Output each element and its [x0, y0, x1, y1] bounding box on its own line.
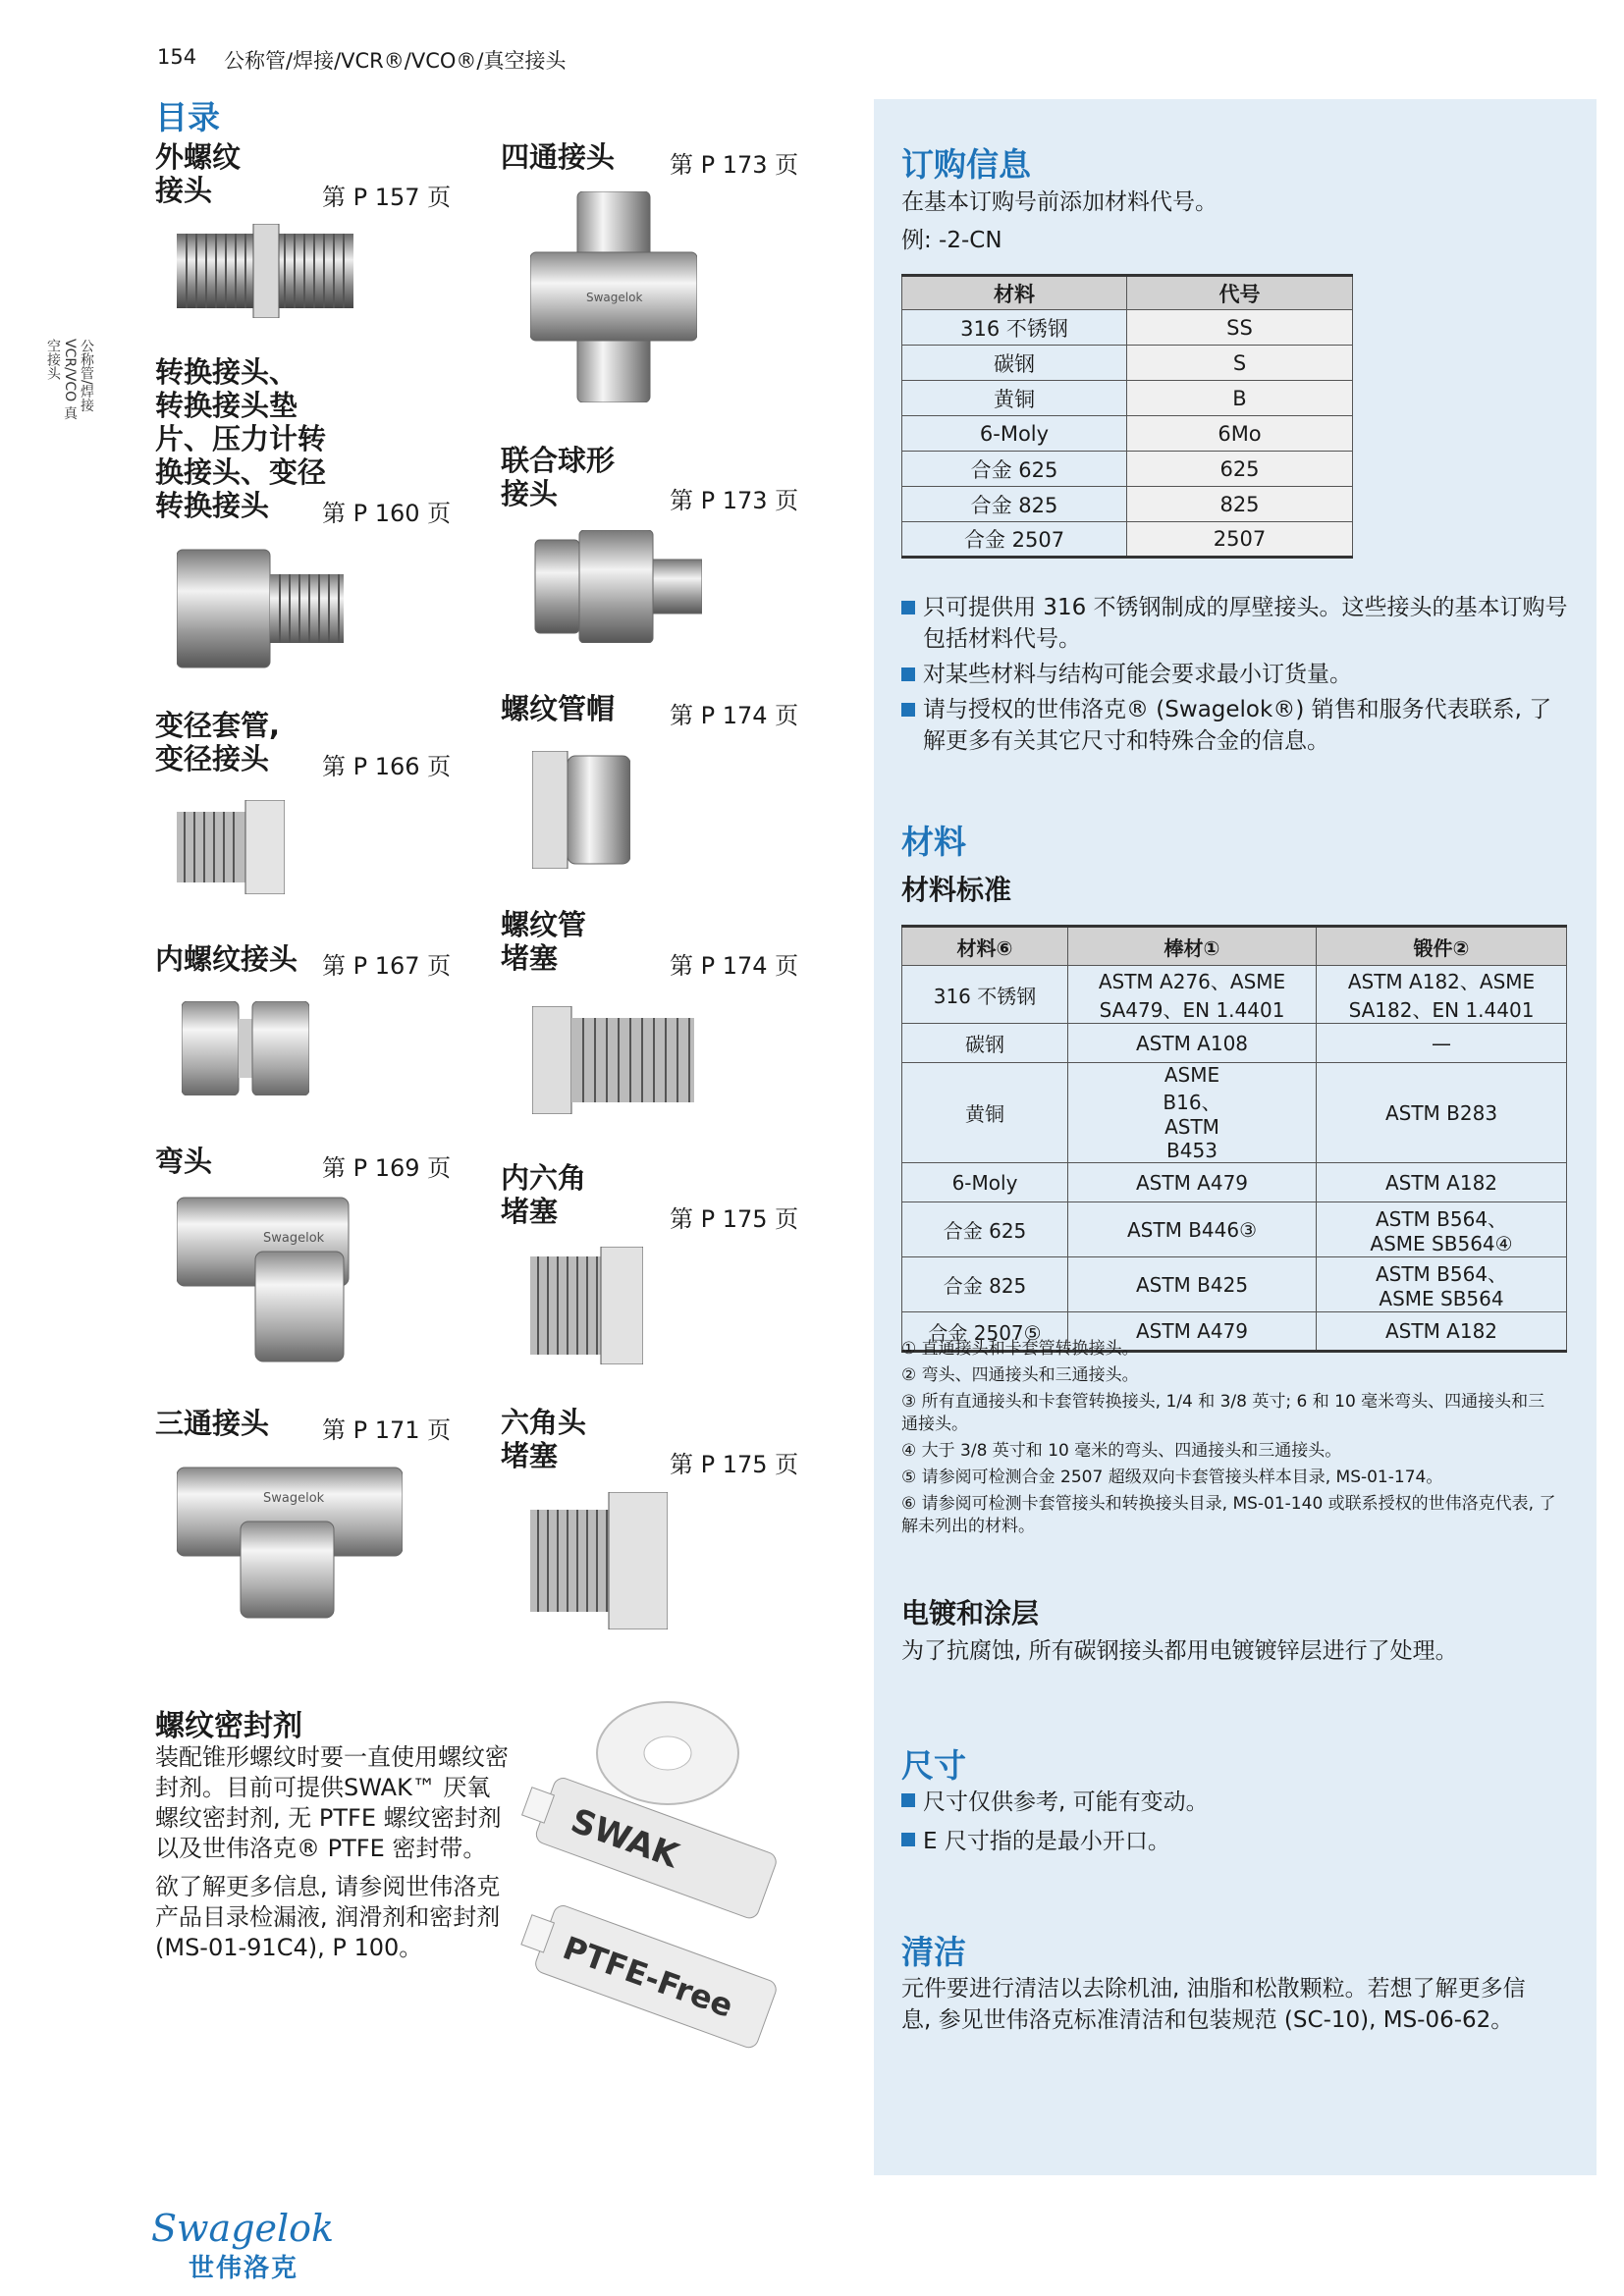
table-row — [902, 1257, 1567, 1312]
table-header: 棒材① — [1068, 927, 1317, 966]
toc-item-name[interactable]: 六角头 堵塞 — [501, 1406, 587, 1472]
toc-item-page[interactable]: 第 P 174 页 — [670, 952, 799, 980]
toc-item-name[interactable]: 三通接头 — [155, 1407, 270, 1440]
toc-item-name[interactable]: 变径套管, 变径接头 — [155, 709, 281, 775]
table-cell: 合金 825 — [902, 487, 1127, 522]
table-cell: ASTM B564、ASME SB564 — [1317, 1257, 1567, 1312]
toc-item-page[interactable]: 第 P 173 页 — [670, 487, 799, 514]
toc-item-page[interactable]: 第 P 175 页 — [670, 1205, 799, 1233]
table-row — [902, 381, 1353, 416]
bullet-item: 只可提供用 316 不锈钢制成的厚壁接头。这些接头的基本订购号包括材料代号。 — [901, 592, 1569, 655]
materials-footnotes — [901, 1338, 1559, 1538]
page-number: 154 — [157, 45, 197, 69]
hex-socket-plug-image — [530, 1247, 643, 1364]
toc-item-name[interactable]: 内六角 堵塞 — [501, 1161, 587, 1228]
sealant-products-image — [520, 1696, 790, 2073]
ordering-title: 订购信息 — [901, 145, 1031, 184]
swagelok-logo — [151, 2209, 334, 2284]
bullet-item: 尺寸仅供参考, 可能有变动。 — [901, 1787, 1569, 1818]
footnote: ① 直通接头和卡套管转换接头。 — [901, 1339, 1139, 1359]
table-cell: ASTM A479 — [1068, 1163, 1317, 1202]
table-header: 材料 — [902, 276, 1127, 310]
table-cell: ASTM B564、ASME SB564④ — [1317, 1202, 1567, 1257]
table-cell: S — [1127, 346, 1353, 381]
table-cell: 合金 2507 — [902, 522, 1127, 558]
table-cell: 黄铜 — [902, 381, 1127, 416]
table-cell: 碳钢 — [902, 1024, 1068, 1063]
dimensions-title: 尺寸 — [901, 1746, 966, 1785]
female-connector-image — [182, 1001, 309, 1095]
table-row — [902, 310, 1353, 346]
table-cell: 碳钢 — [902, 346, 1127, 381]
table-row — [902, 1024, 1567, 1063]
footnote: ③ 所有直通接头和卡套管转换接头, 1/4 和 3/8 英寸; 6 和 10 毫米弯头、四通接头和三通接头。 — [901, 1392, 1545, 1434]
toc-item-name[interactable]: 内螺纹接头 — [155, 942, 298, 976]
bullet-item: 请与授权的世伟洛克® (Swagelok®) 销售和服务代表联系, 了解更多有关其它尺寸和特殊合金的信息。 — [901, 694, 1569, 757]
bullet-item: 对某些材料与结构可能会要求最小订货量。 — [901, 659, 1569, 690]
ptfe-free-tube-label: PTFE-Free — [558, 1929, 738, 2025]
pipe-plug-image — [532, 1006, 694, 1114]
table-cell: — — [1317, 1024, 1567, 1063]
toc-item-page[interactable]: 第 P 175 页 — [670, 1451, 799, 1478]
elbow-image — [177, 1193, 353, 1364]
table-header: 锻件② — [1317, 927, 1567, 966]
svg-text:Swagelok: Swagelok — [586, 291, 643, 304]
table-cell: ASTM A182 — [1317, 1163, 1567, 1202]
footnote: ② 弯头、四通接头和三通接头。 — [901, 1365, 1139, 1385]
table-row — [902, 487, 1353, 522]
table-cell: ASTM A182 — [1317, 1312, 1567, 1352]
header-title: 公称管/焊接/VCR®/VCO®/真空接头 — [224, 49, 567, 73]
table-cell: ASTM A108 — [1068, 1024, 1317, 1063]
table-row — [902, 416, 1353, 452]
table-cell: 316 不锈钢 — [902, 310, 1127, 346]
table-cell: 2507 — [1127, 522, 1353, 558]
table-cell: 黄铜 — [902, 1063, 1068, 1163]
plating-text: 为了抗腐蚀, 所有碳钢接头都用电镀镀锌层进行了处理。 — [901, 1638, 1458, 1664]
table-header: 代号 — [1127, 276, 1353, 310]
table-row — [902, 346, 1353, 381]
toc-item-name[interactable]: 四通接头 — [501, 140, 616, 174]
table-cell: 316 不锈钢 — [902, 966, 1068, 1024]
table-cell: SS — [1127, 310, 1353, 346]
adapter-image — [177, 545, 344, 672]
table-cell: ASTM B446③ — [1068, 1202, 1317, 1257]
table-cell: 合金 625 — [902, 452, 1127, 487]
table-cell: 合金 2507⑤ — [902, 1312, 1068, 1352]
toc-item-page[interactable]: 第 P 171 页 — [322, 1416, 452, 1444]
table-cell: 825 — [1127, 487, 1353, 522]
toc-item-page[interactable]: 第 P 169 页 — [322, 1154, 452, 1182]
toc-item-name[interactable]: 转换接头、 转换接头垫 片、压力计转 换接头、变径 转换接头 — [155, 355, 327, 522]
svg-text:Swagelok: Swagelok — [263, 1231, 325, 1246]
table-cell: ASME B16、ASTM B453 — [1068, 1063, 1317, 1163]
hex-head-plug-image — [530, 1492, 668, 1629]
male-connector-image — [177, 224, 353, 318]
footnote: ⑥ 请参阅可检测卡套管接头和转换接头目录, MS-01-140 或联系授权的世伟洛克代表, 了解未列出的材料。 — [901, 1494, 1556, 1536]
ordering-example: 例: -2-CN — [901, 228, 1002, 253]
toc-item-name[interactable]: 螺纹管帽 — [501, 692, 616, 725]
materials-standards-table — [901, 925, 1567, 1353]
toc-item-page[interactable]: 第 P 166 页 — [322, 753, 452, 780]
table-row — [902, 1163, 1567, 1202]
sealant-title: 螺纹密封剂 — [155, 1709, 302, 1743]
table-row — [902, 452, 1353, 487]
table-header: 材料⑥ — [902, 927, 1068, 966]
ordering-line-1: 在基本订购号前添加材料代号。 — [901, 189, 1218, 215]
table-cell: 6-Moly — [902, 416, 1127, 452]
table-cell: ASTM A276、ASME SA479、EN 1.4401 — [1068, 966, 1317, 1024]
toc-item-name[interactable]: 弯头 — [155, 1145, 213, 1178]
table-cell: 6-Moly — [902, 1163, 1068, 1202]
toc-title: 目录 — [155, 98, 220, 136]
table-cell: 合金 625 — [902, 1202, 1068, 1257]
logo-wordmark: Swagelok — [151, 2207, 335, 2250]
dimensions-bullets — [901, 1787, 1569, 1857]
table-row — [902, 1063, 1567, 1163]
side-tab: 公称管/焊接 VCR/VCO 真空接头 — [45, 339, 94, 420]
cleaning-text: 元件要进行清洁以去除机油, 油脂和松散颗粒。若想了解更多信息, 参见世伟洛克标准清洁和包装规范 (SC-10), MS-06-62。 — [901, 1976, 1526, 2033]
union-bulkhead-image — [530, 530, 702, 643]
table-cell: ASTM A182、ASME SA182、EN 1.4401 — [1317, 966, 1567, 1024]
logo-chinese: 世伟洛克 — [189, 2254, 299, 2283]
ordering-bullets — [901, 592, 1569, 757]
table-row — [902, 966, 1567, 1024]
material-code-table — [901, 274, 1353, 559]
footnote: ④ 大于 3/8 英寸和 10 毫米的弯头、四通接头和三通接头。 — [901, 1441, 1342, 1461]
sealant-text — [155, 1742, 509, 1963]
svg-text:Swagelok: Swagelok — [263, 1491, 325, 1506]
pipe-cap-image — [532, 751, 630, 869]
reducing-bushing-image — [177, 800, 285, 894]
table-cell: ASTM B425 — [1068, 1257, 1317, 1312]
cleaning-title: 清洁 — [901, 1933, 966, 1971]
bullet-item: E 尺寸指的是最小开口。 — [901, 1826, 1569, 1857]
toc-item-name[interactable]: 联合球形 接头 — [501, 444, 616, 510]
toc-item-page[interactable]: 第 P 174 页 — [670, 702, 799, 729]
toc-item-page[interactable]: 第 P 173 页 — [670, 151, 799, 179]
table-cell: 6Mo — [1127, 416, 1353, 452]
toc-item-page[interactable]: 第 P 157 页 — [322, 184, 452, 211]
table-row — [902, 522, 1353, 558]
swak-tube-label: SWAK — [566, 1801, 684, 1877]
cross-image — [530, 191, 697, 402]
sealant-para-1: 装配锥形螺纹时要一直使用螺纹密封剂。目前可提供SWAK™ 厌氧螺纹密封剂, 无 PTFE 螺纹密封剂以及世伟洛克® PTFE 密封带。 — [155, 1743, 509, 1862]
table-cell: 合金 825 — [902, 1257, 1068, 1312]
table-cell: B — [1127, 381, 1353, 416]
table-cell: ASTM A479 — [1068, 1312, 1317, 1352]
plating-title: 电镀和涂层 — [901, 1597, 1040, 1629]
table-cell: ASTM B283 — [1317, 1063, 1567, 1163]
toc-item-name[interactable]: 外螺纹 接头 — [155, 140, 242, 207]
footnote: ⑤ 请参阅可检测合金 2507 超级双向卡套管接头样本目录, MS-01-174。 — [901, 1468, 1443, 1487]
toc-item-page[interactable]: 第 P 167 页 — [322, 952, 452, 980]
table-cell: 625 — [1127, 452, 1353, 487]
toc-item-name[interactable]: 螺纹管 堵塞 — [501, 908, 587, 975]
materials-title: 材料 — [901, 823, 966, 861]
materials-subtitle: 材料标准 — [901, 874, 1012, 906]
table-row — [902, 1202, 1567, 1257]
tee-image — [177, 1463, 403, 1620]
sealant-para-2: 欲了解更多信息, 请参阅世伟洛克产品目录检漏液, 润滑剂和密封剂 (MS-01-91C4), P 100。 — [155, 1873, 501, 1961]
toc-item-page[interactable]: 第 P 160 页 — [322, 500, 452, 527]
